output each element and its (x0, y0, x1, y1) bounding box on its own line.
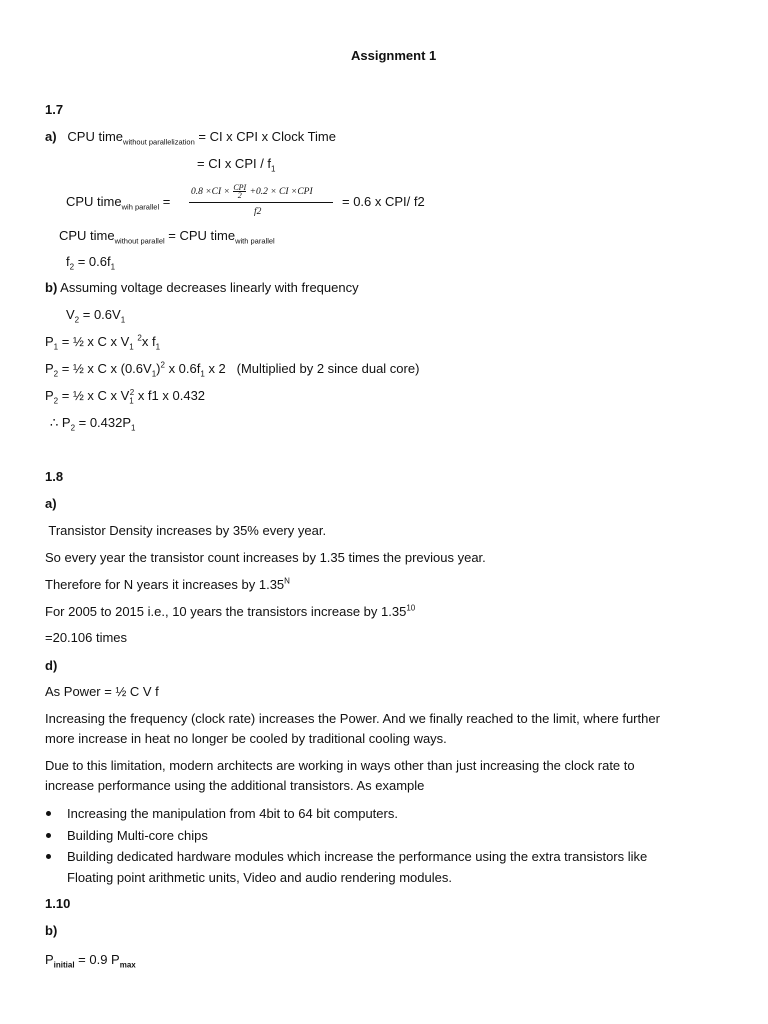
subscript: 1 (129, 342, 134, 352)
subscript: without parallel (114, 236, 165, 246)
subscript: initial (53, 960, 75, 970)
equation-text: = CPU time (164, 228, 236, 243)
equation-text: = ½ x C x (0.6V (58, 361, 152, 376)
subscript: 1 (200, 369, 205, 379)
cpu-time-equation-line-2 (197, 156, 276, 172)
voltage-relation-line (66, 307, 125, 323)
equation-text: = ½ x C x V (58, 334, 130, 349)
subscript: max (119, 960, 136, 970)
list-item: Increasing the manipulation from 4bit to 64 bit computers. (67, 806, 398, 821)
equation-text: ) (156, 361, 161, 376)
body-text-line: So every year the transistor count increases by 1.35 times the previous year. (45, 550, 486, 565)
equals-sign: = (159, 194, 171, 209)
subscript: 1 (271, 164, 276, 174)
fraction-denominator: f2 (254, 207, 262, 217)
section-heading-1-8: 1.8 (45, 469, 64, 484)
part-a-label: a) (45, 496, 57, 511)
equation-text: = 0.9 P (74, 952, 120, 967)
power-p1-line (45, 334, 160, 350)
numerator-part-a: 0.8 ×CI × (191, 187, 230, 197)
equation-text: x f (141, 334, 156, 349)
subscript: wih parallel (121, 202, 160, 212)
section-heading-1-10: 1.10 (45, 896, 71, 911)
body-text-line: =20.106 times (45, 630, 128, 645)
cpu-time-text: CPU time (59, 228, 115, 243)
superscript: 2 (129, 387, 135, 397)
equation-text: = 0.432P (75, 415, 132, 430)
subscript: 1 (110, 262, 116, 272)
equation-text: = CI x CPI / f (197, 156, 272, 171)
equation-text: = 0.6f (74, 254, 111, 269)
subscript: 2 (70, 423, 76, 433)
cpu-time-without-parallelization-line (45, 129, 336, 145)
subscript: 1 (53, 342, 59, 352)
list-item-continuation: Floating point arithmetic units, Video and audio rendering modules. (67, 870, 452, 885)
voltage-assumption-line (45, 280, 359, 296)
power-p2-line-1 (45, 361, 419, 377)
cpu-time-with-parallel-label (66, 194, 170, 210)
part-b-label: b) (45, 280, 58, 295)
page-title: Assignment 1 (351, 48, 437, 63)
cpu-time-text: CPU time (67, 129, 124, 144)
equation-text: P (45, 952, 54, 967)
cpu-time-text: CPU time (66, 194, 122, 209)
body-text-line: Due to this limitation, modern architects are working in ways other than just increasing the clock rate to (45, 758, 635, 773)
section-heading-1-7: 1.7 (45, 102, 64, 117)
power-p2-line-2 (45, 388, 205, 404)
superscript: N (284, 576, 290, 586)
subscript: 2 (53, 369, 59, 379)
subscript: 2 (53, 396, 59, 406)
body-text-line: more increase in heat no longer be cooled by traditional cooling ways. (45, 731, 447, 746)
equation-text: P (45, 334, 54, 349)
equation-text: f (66, 254, 70, 269)
power-initial-line (45, 952, 136, 968)
subscript: 2 (69, 262, 75, 272)
fraction-result: = 0.6 x CPI/ f2 (342, 194, 425, 209)
superscript: 10 (406, 603, 416, 613)
frequency-relation-line (66, 254, 115, 270)
body-text: Assuming voltage decreases linearly with frequency (57, 280, 359, 295)
superscript: 2 (160, 360, 165, 370)
power-result-line (50, 415, 136, 431)
equation-text: ∴ P (50, 415, 71, 430)
equation-text: x 2 (Multiplied by 2 since dual core) (204, 361, 420, 376)
part-d-label: d) (45, 658, 58, 673)
inner-fraction-denominator: 2 (237, 191, 242, 201)
bullet-icon (46, 854, 51, 859)
subscript: with parallel (235, 236, 275, 246)
equation-text: x f1 x 0.432 (134, 388, 206, 403)
subscript: 1 (131, 423, 136, 433)
subscript: 1 (151, 369, 157, 379)
cpu-time-equality-line (59, 228, 275, 244)
numerator-part-b: +0.2 × CI ×CPI (249, 187, 313, 197)
subscript: 1 (120, 315, 126, 325)
superscript: 2 (137, 333, 142, 343)
equation-text: P (45, 388, 54, 403)
body-text: For 2005 to 2015 i.e., 10 years the transistors increase by 1.35 (45, 604, 407, 619)
fraction-bar (189, 202, 333, 203)
equation-text: = ½ x C x V (58, 388, 130, 403)
body-text-line (45, 577, 290, 593)
bullet-icon (46, 811, 51, 816)
fraction-numerator (191, 184, 313, 200)
body-text-line (45, 604, 415, 620)
equation-text: V (66, 307, 75, 322)
bullet-icon (46, 833, 51, 838)
inner-fraction-numerator: CPI (233, 183, 247, 193)
body-text-line: Increasing the frequency (clock rate) increases the Power. And we finally reached to the limit, where further (45, 711, 660, 726)
inner-fraction (233, 184, 246, 199)
equation-text: = 0.6V (79, 307, 121, 322)
body-text: Therefore for N years it increases by 1.35 (45, 577, 285, 592)
equation-text: P (45, 361, 54, 376)
equation-text: x 0.6f (164, 361, 201, 376)
subscript: without parallelization (123, 137, 195, 147)
body-text-line: increase performance using the additional transistors. As example (45, 778, 425, 793)
body-text-line: As Power = ½ C V f (45, 684, 159, 699)
subscript: 1 (155, 342, 161, 352)
part-b-label: b) (45, 923, 58, 938)
equation-text: = CI x CPI x Clock Time (194, 129, 336, 144)
subscript: 1 (129, 396, 134, 406)
list-item: Building Multi-core chips (67, 828, 208, 843)
list-item: Building dedicated hardware modules which increase the performance using the extra transistors like (67, 849, 648, 864)
body-text-line: Transistor Density increases by 35% every year. (45, 523, 327, 538)
part-a-label: a) (45, 129, 57, 144)
subscript: 2 (74, 315, 80, 325)
